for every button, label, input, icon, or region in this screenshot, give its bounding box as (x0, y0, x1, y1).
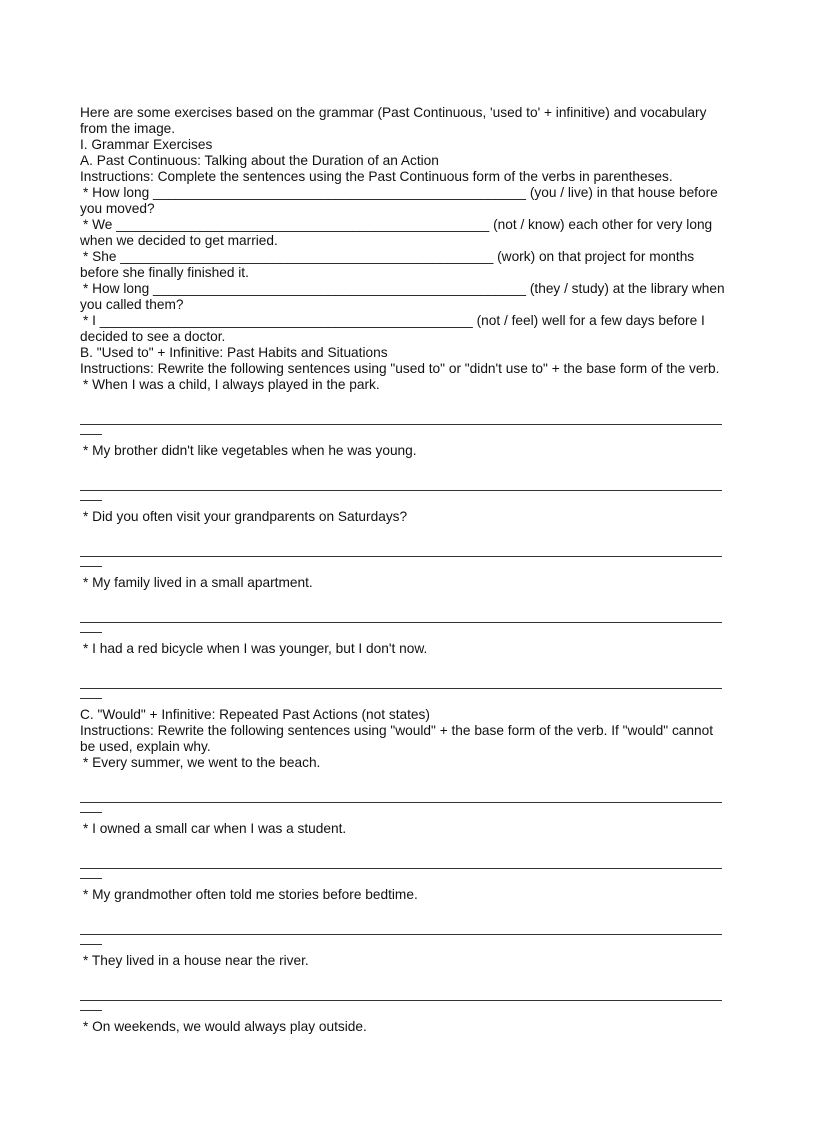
answer-line[interactable] (80, 539, 722, 557)
item-continuation: when we decided to get married. (80, 233, 278, 248)
section-b-item (80, 509, 722, 567)
fill-blank[interactable]: _________________________________________________ (120, 249, 494, 264)
item-prefix: * How long (83, 185, 150, 200)
answer-line[interactable] (80, 983, 722, 1001)
section-a-item (80, 249, 722, 281)
answer-line-tail (80, 491, 102, 501)
answer-line-tail (80, 623, 102, 633)
sentence-prompt: * I owned a small car when I was a student. (83, 821, 347, 836)
item-hint: (work) on that project for months (497, 249, 695, 264)
sentence-prompt: * Every summer, we went to the beach. (83, 755, 321, 770)
fill-blank[interactable]: _________________________________________________ (116, 217, 490, 232)
sentence-prompt: * On weekends, we would always play outside. (83, 1019, 367, 1034)
item-hint: (not / know) each other for very long (493, 217, 713, 232)
sentence-prompt: * They lived in a house near the river. (83, 953, 309, 968)
item-prefix: * I (83, 313, 96, 328)
section-b-item (80, 377, 722, 435)
section-a-instructions: Instructions: Complete the sentences using the Past Continuous form of the verbs in parentheses. (80, 169, 673, 184)
intro-text: Here are some exercises based on the grammar (Past Continuous, 'used to' + infinitive) and vocabulary from the image. (80, 105, 707, 136)
section-b-item (80, 575, 722, 633)
item-hint: (you / live) in that house before (529, 185, 718, 200)
answer-line-tail (80, 935, 102, 945)
fill-blank[interactable]: _________________________________________________ (153, 281, 527, 296)
answer-line[interactable] (80, 407, 722, 425)
answer-line[interactable] (80, 785, 722, 803)
item-hint: (they / study) at the library when (529, 281, 725, 296)
section-b-title: B. "Used to" + Infinitive: Past Habits and Situations (80, 345, 388, 360)
item-hint: (not / feel) well for a few days before I (476, 313, 705, 328)
answer-line-tail (80, 425, 102, 435)
sentence-prompt: * My grandmother often told me stories before bedtime. (83, 887, 418, 902)
answer-line[interactable] (80, 473, 722, 491)
answer-line-tail (80, 803, 102, 813)
answer-line-tail (80, 689, 102, 699)
fill-blank[interactable]: _________________________________________________ (153, 185, 527, 200)
item-continuation: before she finally finished it. (80, 265, 249, 280)
section-b-item (80, 443, 722, 501)
section-a-title: A. Past Continuous: Talking about the Duration of an Action (80, 153, 439, 168)
item-prefix: * We (83, 217, 113, 232)
section-a-item (80, 313, 722, 345)
section-a-item (80, 185, 722, 217)
item-continuation: you moved? (80, 201, 155, 216)
section-a-item (80, 281, 725, 313)
main-heading: I. Grammar Exercises (80, 137, 213, 152)
sentence-prompt: * My family lived in a small apartment. (83, 575, 313, 590)
section-c-item (80, 755, 722, 813)
answer-line-tail (80, 869, 102, 879)
answer-line[interactable] (80, 605, 722, 623)
section-c-item (80, 953, 722, 1011)
worksheet (80, 105, 725, 1035)
item-continuation: you called them? (80, 297, 184, 312)
answer-line[interactable] (80, 917, 722, 935)
item-prefix: * She (83, 249, 117, 264)
section-c-item (80, 1019, 722, 1035)
item-continuation: decided to see a doctor. (80, 329, 226, 344)
answer-line[interactable] (80, 671, 722, 689)
fill-blank[interactable]: _________________________________________________ (99, 313, 473, 328)
answer-line[interactable] (80, 851, 722, 869)
section-c-item (80, 821, 722, 879)
section-b-item (80, 641, 722, 699)
section-c-item (80, 887, 722, 945)
section-a-item (80, 217, 722, 249)
section-c-instructions: Instructions: Rewrite the following sentences using "would" + the base form of the verb. If "would" cannot be used, explain why. (80, 723, 714, 754)
sentence-prompt: * I had a red bicycle when I was younger, but I don't now. (83, 641, 428, 656)
sentence-prompt: * Did you often visit your grandparents on Saturdays? (83, 509, 408, 524)
section-b-instructions: Instructions: Rewrite the following sentences using "used to" or "didn't use to" + the base form of the verb. (80, 361, 720, 376)
sentence-prompt: * My brother didn't like vegetables when he was young. (83, 443, 417, 458)
answer-line-tail (80, 557, 102, 567)
sentence-prompt: * When I was a child, I always played in the park. (83, 377, 380, 392)
section-c-title: C. "Would" + Infinitive: Repeated Past Actions (not states) (80, 707, 430, 722)
item-prefix: * How long (83, 281, 150, 296)
answer-line-tail (80, 1001, 102, 1011)
